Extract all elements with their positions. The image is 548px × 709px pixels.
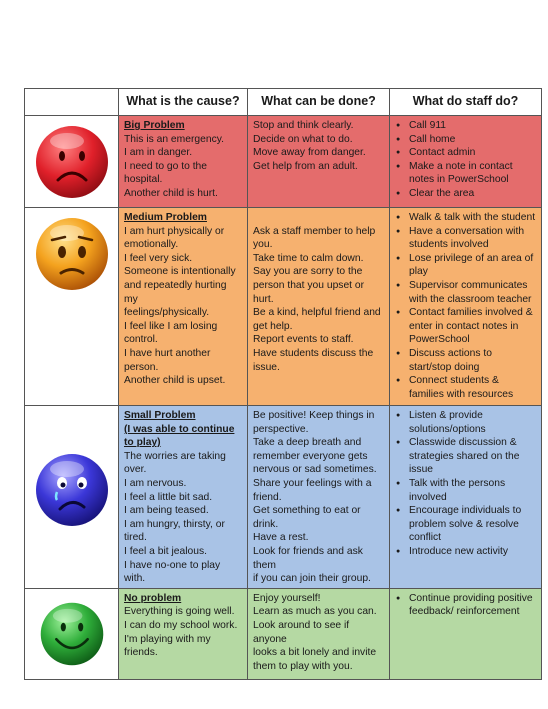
smiling-green-face-icon	[39, 601, 105, 667]
cause-cell-none	[119, 588, 248, 679]
face-cell-medium	[25, 208, 119, 406]
table-row-medium-problem	[25, 208, 542, 406]
done-line: Be positive! Keep things in	[253, 410, 375, 421]
cause-line: control.	[124, 334, 158, 346]
done-line: get help.	[253, 320, 293, 332]
cause-line: emotionally.	[124, 239, 179, 251]
done-line: Get something to eat or drink.	[253, 505, 361, 530]
staff-item: ● Listen & provide solutions/options	[409, 409, 536, 436]
staff-item: ● Connect students & families with resources	[409, 374, 536, 401]
staff-cell-small	[390, 406, 542, 589]
header-cause: What is the cause?	[119, 89, 248, 116]
row-title: Small Problem	[124, 410, 196, 421]
table-row-big-problem	[25, 116, 542, 208]
worried-orange-face-icon	[34, 216, 110, 292]
row-title: Medium Problem	[124, 212, 207, 223]
face-cell-none	[25, 588, 119, 679]
staff-item: ● Introduce new activity	[409, 545, 536, 559]
done-line: remember everyone gets	[253, 450, 368, 462]
staff-item: ● Make a note in contact notes in PowerSchool	[409, 160, 536, 187]
cause-line: The worries are taking	[124, 450, 226, 462]
done-line: if you can join their group.	[253, 573, 371, 585]
row-title: No problem	[124, 592, 182, 604]
done-line: Enjoy yourself!	[253, 592, 321, 604]
cause-line: I have hurt another person.	[124, 347, 211, 373]
done-line: Look around to see if anyone	[253, 619, 350, 645]
cause-cell-big	[119, 116, 248, 208]
done-cell-none	[248, 588, 390, 679]
done-line: you.	[253, 239, 273, 251]
cause-line: I am in danger.	[124, 147, 193, 159]
row-subtitle: (I was able to continue to play)	[124, 423, 235, 449]
staff-cell-big	[390, 116, 542, 208]
staff-cell-none	[390, 588, 542, 679]
done-line: Say you are sorry to the	[253, 266, 363, 278]
done-line: Get help from an adult.	[253, 160, 358, 172]
done-line: Be a kind, helpful friend and	[253, 307, 381, 319]
cause-line: hospital.	[124, 174, 163, 186]
done-line: Stop and think clearly.	[253, 120, 354, 131]
staff-item: ● Lose privilege of an area of play	[409, 252, 536, 279]
cause-line: Someone is intentionally	[124, 266, 236, 278]
done-line: looks a bit lonely and invite	[253, 647, 377, 659]
done-line: Have a rest.	[253, 532, 309, 544]
done-cell-big	[248, 116, 390, 208]
staff-item: ● Call 911	[409, 119, 536, 133]
cause-line: I feel like I am losing	[124, 320, 218, 332]
done-line: them to play with you.	[253, 660, 353, 672]
done-line: person that you upset or hurt.	[253, 279, 365, 305]
cause-line: I feel a little bit sad.	[124, 491, 213, 503]
header-done: What can be done?	[248, 89, 390, 116]
cause-cell-small	[119, 406, 248, 589]
cause-line: I am being teased.	[124, 505, 209, 517]
cause-cell-medium	[119, 208, 248, 406]
row-title: Big Problem	[124, 120, 185, 131]
done-line: perspective.	[253, 423, 309, 435]
problem-size-table	[24, 88, 542, 680]
done-line: Learn as much as you can.	[253, 606, 377, 618]
cause-line: I am hungry, thirsty, or	[124, 518, 225, 530]
done-line: Report events to staff.	[253, 334, 354, 346]
staff-cell-medium	[390, 208, 542, 406]
staff-item: ● Clear the area	[409, 187, 536, 201]
cause-line: and repeatedly hurting my	[124, 279, 227, 305]
staff-item: ● Call home	[409, 133, 536, 147]
done-line: Share your feelings with a	[253, 477, 372, 489]
header-row	[25, 89, 542, 116]
cause-line: I feel a bit jealous.	[124, 545, 207, 557]
staff-item: ● Contact admin	[409, 146, 536, 160]
done-line: Decide on what to do.	[253, 133, 353, 145]
cause-line: tired.	[124, 532, 147, 544]
staff-item: ● Classwide discussion & strategies shared on the issue	[409, 436, 536, 477]
done-line: Look for friends and ask them	[253, 545, 363, 571]
cause-line: I need to go to the	[124, 160, 208, 172]
staff-item: ● Walk & talk with the student	[409, 211, 536, 225]
staff-item: ● Have a conversation with students involved	[409, 225, 536, 252]
done-line: nervous or sad sometimes.	[253, 464, 377, 476]
cause-line: I am hurt physically or	[124, 225, 225, 237]
cause-line: I am nervous.	[124, 477, 187, 489]
cause-line: I can do my school work.	[124, 619, 238, 631]
face-cell-small	[25, 406, 119, 589]
face-cell-big	[25, 116, 119, 208]
table-row-no-problem	[25, 588, 542, 679]
header-staff: What do staff do?	[390, 89, 542, 116]
cause-line: Another child is upset.	[124, 375, 226, 387]
staff-item: ● Talk with the persons involved	[409, 477, 536, 504]
staff-item: ● Continue providing positive feedback/ reinforcement	[409, 592, 536, 619]
staff-item: ● Encourage individuals to problem solve & resolve conflict	[409, 504, 536, 545]
done-line: Have students discuss the	[253, 347, 374, 359]
done-cell-small	[248, 406, 390, 589]
unhappy-blue-face-icon	[34, 452, 110, 528]
header-blank	[25, 89, 119, 116]
staff-item: ● Contact families involved & enter in contact notes in PowerSchool	[409, 306, 536, 347]
done-cell-medium	[248, 208, 390, 406]
done-line: Take time to calm down.	[253, 252, 364, 264]
cause-line: This is an emergency.	[124, 133, 224, 145]
cause-line: feelings/physically.	[124, 307, 210, 319]
cause-line: Another child is hurt.	[124, 187, 218, 199]
done-line: friend.	[253, 491, 282, 503]
done-line: Ask a staff member to help	[253, 225, 376, 237]
cause-line: over.	[124, 464, 147, 476]
cause-line: I'm playing with my friends.	[124, 633, 211, 659]
staff-item: ● Supervisor communicates with the classroom teacher	[409, 279, 536, 306]
table-row-small-problem	[25, 406, 542, 589]
sad-red-face-icon	[34, 124, 110, 200]
cause-line: Everything is going well.	[124, 606, 235, 618]
done-line: issue.	[253, 361, 280, 373]
done-line: Take a deep breath and	[253, 437, 362, 449]
cause-line: I have no-one to play with.	[124, 559, 221, 585]
cause-line: I feel very sick.	[124, 252, 193, 264]
done-line: Move away from danger.	[253, 147, 366, 159]
staff-item: ● Discuss actions to start/stop doing	[409, 347, 536, 374]
